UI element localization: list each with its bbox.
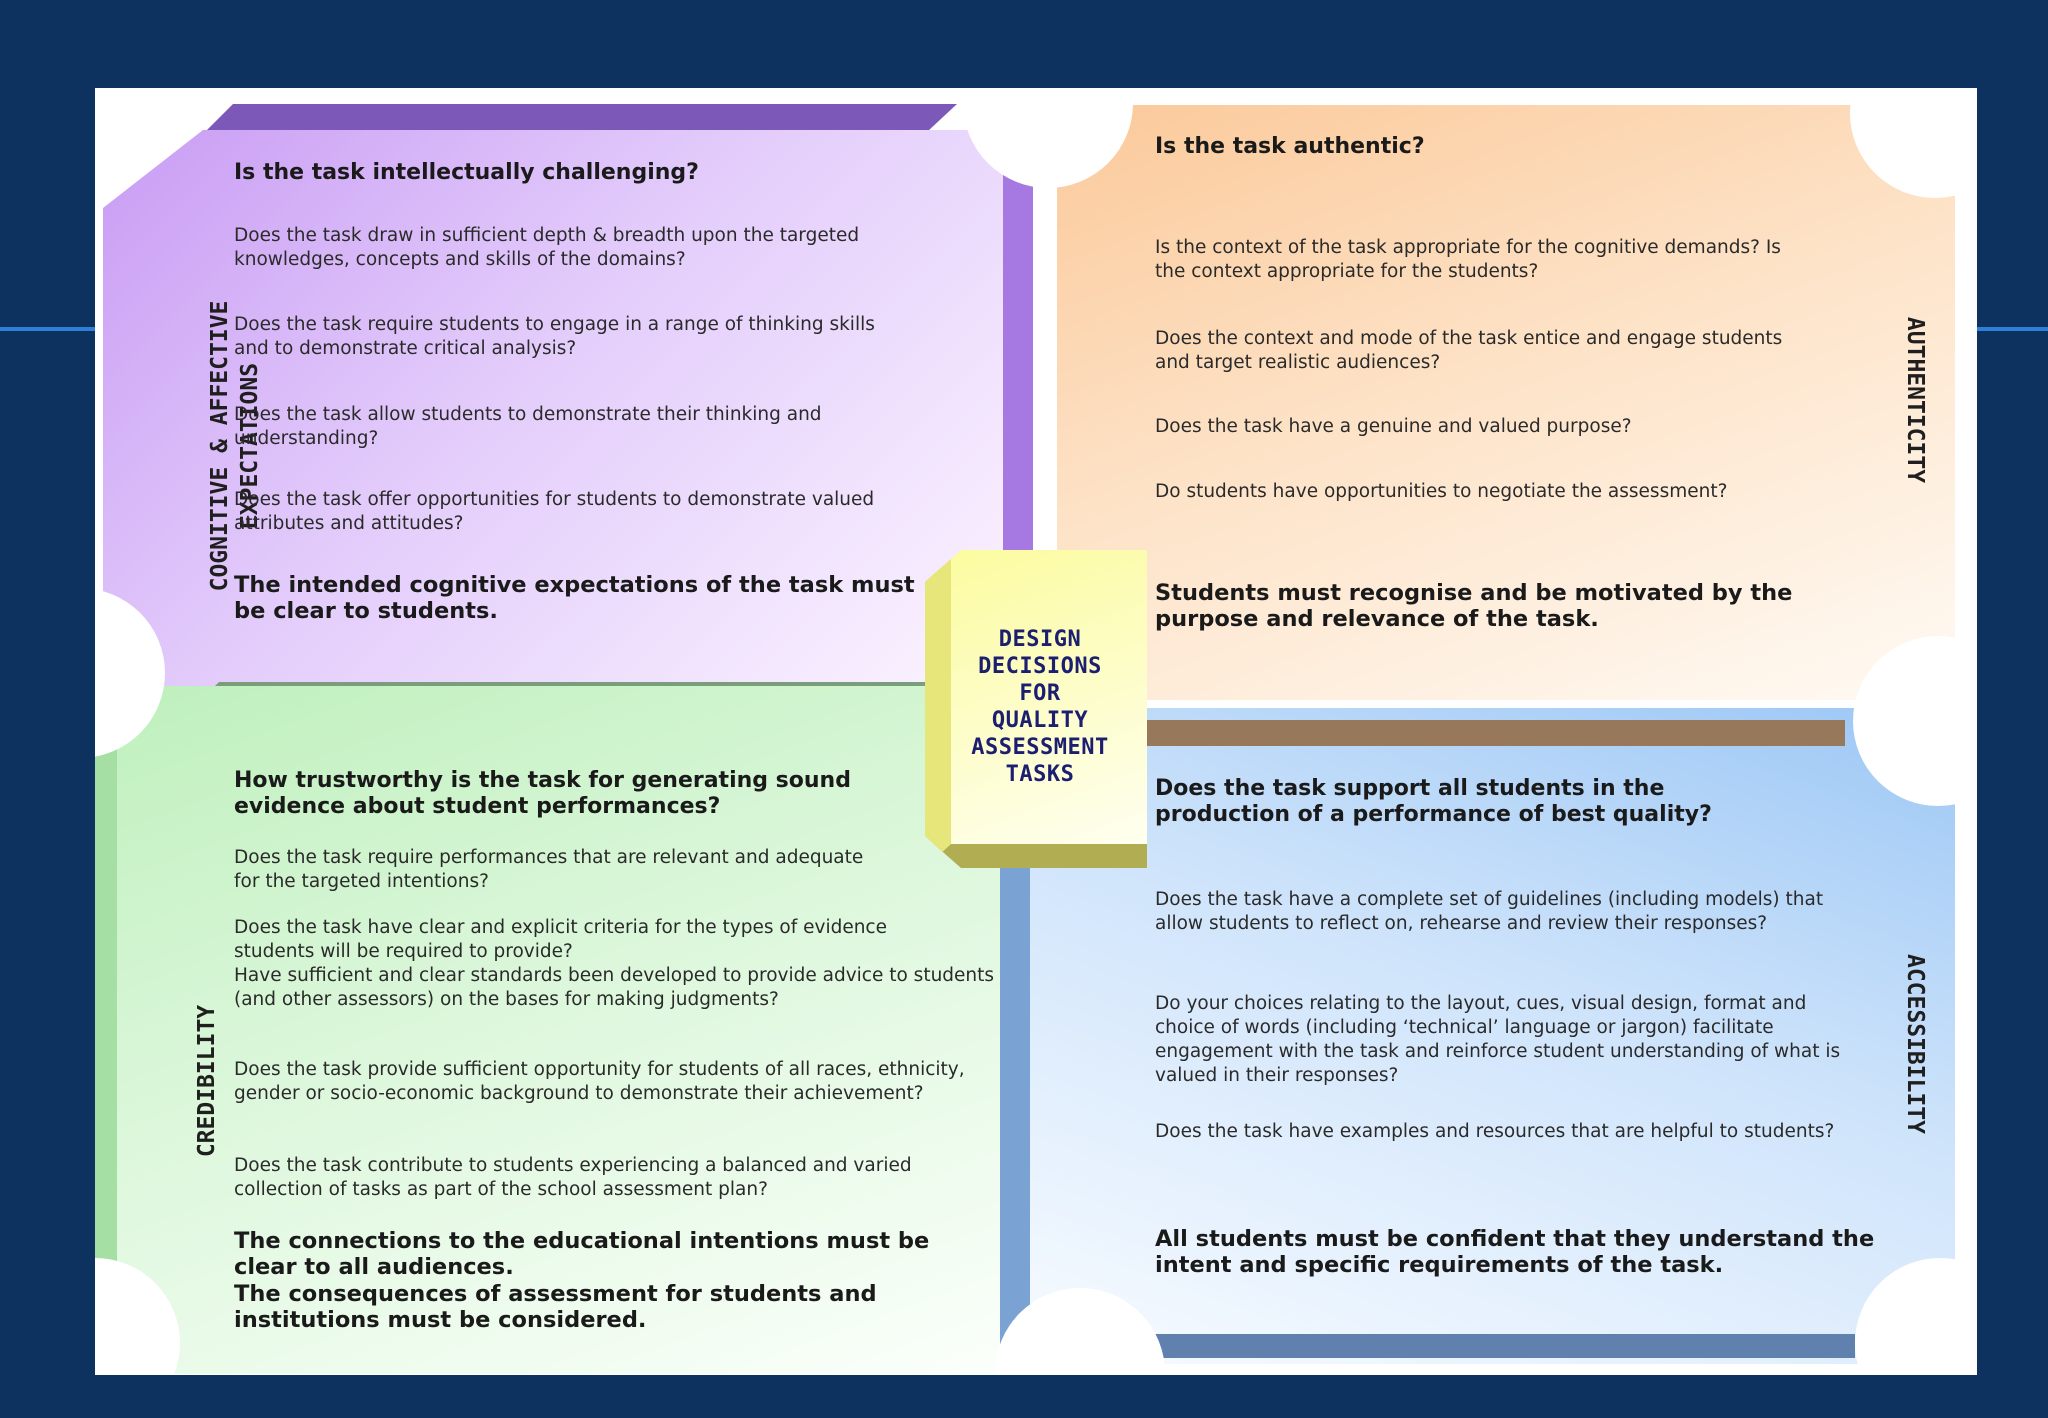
credibility-question-3: Have sufficient and clear standards been developed to provide advice to students (and other assessors) on the bases for making judgments? xyxy=(234,965,995,1010)
cognitive-conclusion: The intended cognitive expectations of the task must be clear to students. xyxy=(234,572,915,624)
cognitive-side-label-line2: EXPECTATIONS xyxy=(237,362,263,530)
credibility-conclusion-2: The consequences of assessment for students and institutions must be considered. xyxy=(234,1281,877,1333)
diagram-card xyxy=(95,88,1977,1375)
cognitive-question-4: Does the task offer opportunities for students to demonstrate valued attributes and attitudes? xyxy=(234,489,875,534)
credibility-question-5: Does the task contribute to students experiencing a balanced and varied collection of tasks as part of the school assessment plan? xyxy=(234,1155,912,1200)
credibility-question-1: Does the task require performances that are relevant and adequate for the targeted intentions? xyxy=(234,847,864,892)
credibility-heading: How trustworthy is the task for generating sound evidence about student performances? xyxy=(234,768,851,819)
accessibility-quadrant-bevel-top xyxy=(1135,720,1845,746)
credibility-conclusion-1: The connections to the educational intentions must be clear to all audiences. xyxy=(234,1228,930,1280)
accessibility-conclusion: All students must be confident that they understand the intent and specific requirements of the task. xyxy=(1155,1226,1875,1278)
accessibility-question-2: Do your choices relating to the layout, cues, visual design, format and choice of words (including ‘technical’ language or jargon) facilitate engagement with the task and reinforce student understanding of what is valued in their responses? xyxy=(1155,993,1841,1086)
authenticity-question-3: Does the task have a genuine and valued purpose? xyxy=(1155,416,1632,437)
accessibility-side-label: ACCESSIBILITY xyxy=(1902,953,1928,1134)
authenticity-question-2: Does the context and mode of the task entice and engage students and target realistic audiences? xyxy=(1155,328,1783,373)
accessibility-question-3: Does the task have examples and resources that are helpful to students? xyxy=(1155,1121,1835,1142)
cognitive-side-label-line1: COGNITIVE & AFFECTIVE xyxy=(207,300,233,592)
slide-divider-left xyxy=(0,327,98,331)
credibility-question-4: Does the task provide sufficient opportunity for students of all races, ethnicity, gender or socio-economic background to demonstrate their achievement? xyxy=(234,1059,965,1104)
authenticity-question-1: Is the context of the task appropriate for the cognitive demands? Is the context appropriate for the students? xyxy=(1155,237,1781,282)
accessibility-question-1: Does the task have a complete set of guidelines (including models) that allow students to reflect on, rehearse and review their responses? xyxy=(1155,889,1824,934)
cognitive-heading: Is the task intellectually challenging? xyxy=(234,160,699,185)
cognitive-question-2: Does the task require students to engage in a range of thinking skills and to demonstrate critical analysis? xyxy=(234,314,875,359)
authenticity-question-4: Do students have opportunities to negotiate the assessment? xyxy=(1155,481,1728,502)
cognitive-question-3: Does the task allow students to demonstrate their thinking and understanding? xyxy=(234,404,822,449)
credibility-side-label: CREDIBILITY xyxy=(194,1004,220,1158)
cognitive-quadrant-bevel xyxy=(205,104,957,132)
accessibility-quadrant-bevel-bottom xyxy=(1115,1334,1855,1358)
accessibility-heading: Does the task support all students in the production of a performance of best quality? xyxy=(1155,776,1712,827)
authenticity-side-label: AUTHENTICITY xyxy=(1902,316,1928,484)
cognitive-question-1: Does the task draw in sufficient depth & breadth upon the targeted knowledges, concepts and skills of the domains? xyxy=(234,225,860,270)
slide-divider-right xyxy=(1976,327,2048,331)
authenticity-heading: Is the task authentic? xyxy=(1155,134,1425,159)
authenticity-conclusion: Students must recognise and be motivated by the purpose and relevance of the task. xyxy=(1155,580,1793,632)
credibility-question-2: Does the task have clear and explicit criteria for the types of evidence students will be required to provide? xyxy=(234,917,887,962)
center-label: DESIGN DECISIONS FOR QUALITY ASSESSMENT TASKS xyxy=(971,627,1109,787)
